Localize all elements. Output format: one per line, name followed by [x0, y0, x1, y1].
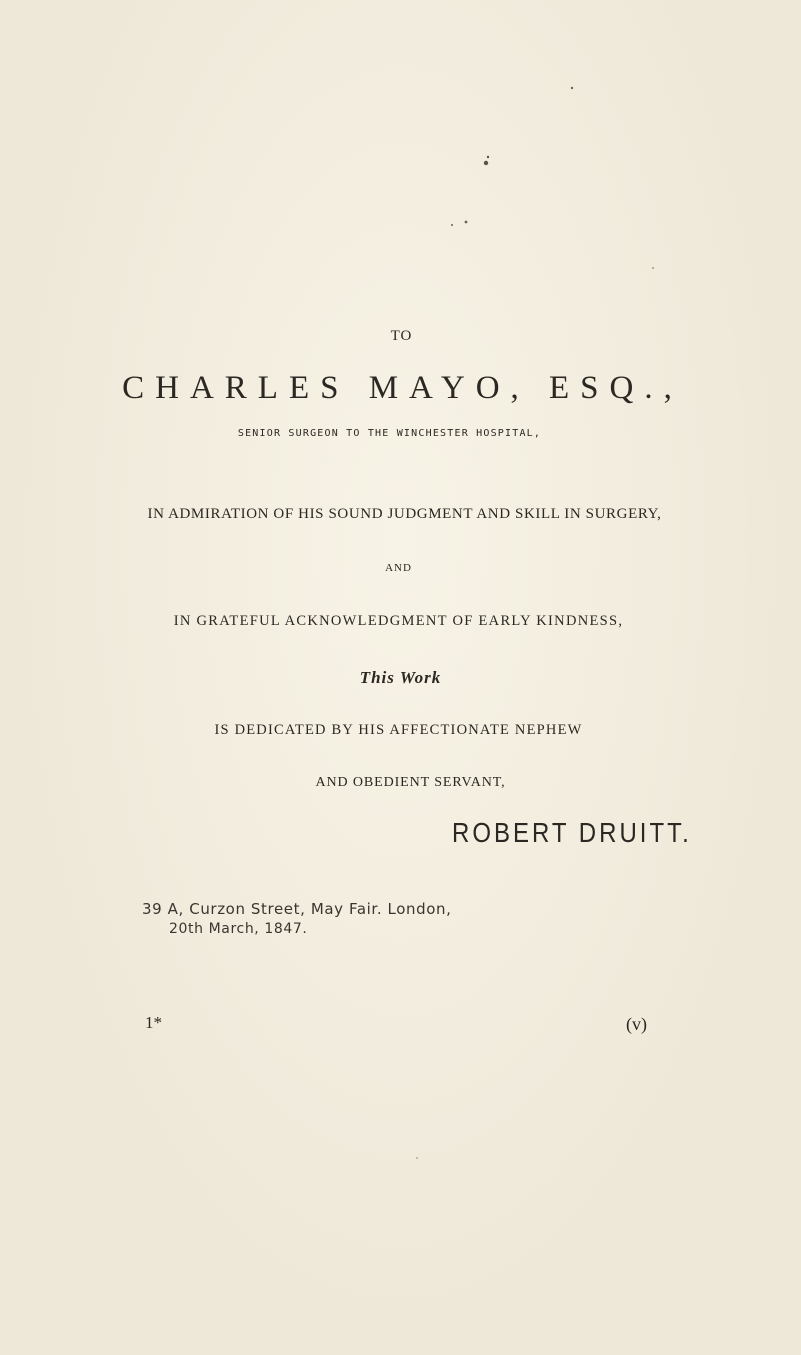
admiration-line: IN ADMIRATION OF HIS SOUND JUDGMENT AND SKILL IN SURGERY,	[147, 506, 662, 522]
signature-mark: 1*	[145, 1013, 162, 1032]
dedication-to: TO	[390, 328, 413, 344]
this-work-line: This Work	[359, 668, 442, 687]
author-signature: ROBERT DRUITT.	[452, 818, 692, 850]
dedicated-line: IS DEDICATED BY HIS AFFECTIONATE NEPHEW	[214, 722, 583, 738]
grateful-line: IN GRATEFUL ACKNOWLEDGMENT OF EARLY KINDNESS,	[173, 613, 624, 629]
and-line: AND	[385, 562, 412, 574]
address-line: 39 A, Curzon Street, May Fair. London,	[142, 900, 452, 918]
page-number: (v)	[626, 1014, 647, 1034]
dedicatee-title: SENIOR SURGEON TO THE WINCHESTER HOSPITAL,	[237, 428, 542, 439]
dedicatee-name: CHARLES MAYO, ESQ.,	[122, 370, 683, 406]
servant-line: AND OBEDIENT SERVANT,	[315, 775, 506, 790]
date-line: 20th March, 1847.	[169, 921, 308, 937]
